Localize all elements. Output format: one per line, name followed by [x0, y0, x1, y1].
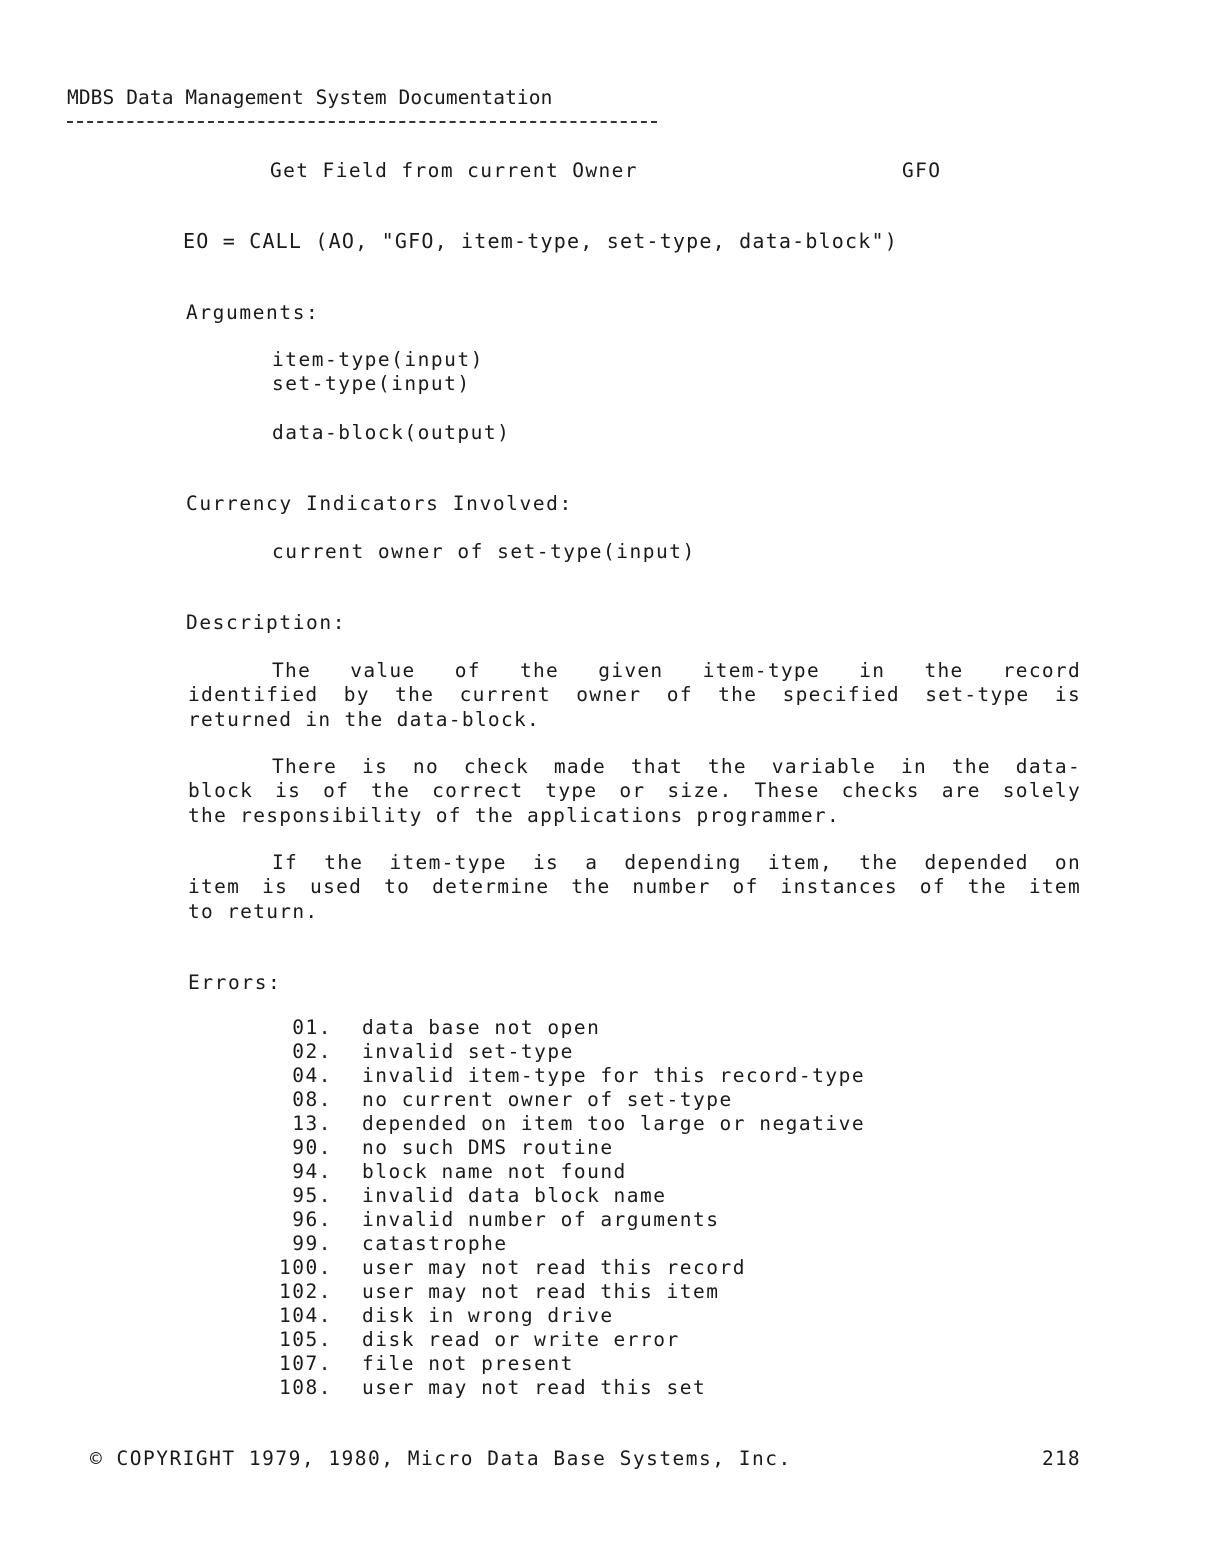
currency-indicators-label: Currency Indicators Involved:	[186, 492, 573, 515]
error-code: 104.	[279, 1304, 332, 1327]
error-message: user may not read this record	[362, 1256, 746, 1279]
copyright-notice: © COPYRIGHT 1979, 1980, Micro Data Base Systems, Inc.	[90, 1447, 792, 1470]
error-code: 13.	[292, 1112, 332, 1135]
error-message: user may not read this item	[362, 1280, 720, 1303]
description-label: Description:	[186, 611, 347, 634]
description-paragraph	[188, 755, 1081, 828]
error-row	[270, 1136, 865, 1160]
error-message: invalid number of arguments	[362, 1208, 720, 1231]
error-message: file not present	[362, 1352, 574, 1375]
error-message: no such DMS routine	[362, 1136, 614, 1159]
error-row	[270, 1304, 865, 1328]
document-header-title: MDBS Data Management System Documentation	[67, 86, 553, 109]
error-row	[270, 1112, 865, 1136]
errors-label: Errors:	[188, 971, 282, 994]
paragraph-line: item is used to determine the number of instances of the item	[188, 875, 1081, 899]
error-code: 08.	[292, 1088, 332, 1111]
paragraph-line: returned in the data-block.	[188, 707, 541, 731]
error-code: 102.	[279, 1280, 332, 1303]
error-row	[270, 1280, 865, 1304]
paragraph-line: to return.	[188, 899, 319, 923]
paragraph-line: identified by the current owner of the specified set-type is	[188, 683, 1081, 707]
argument-item-type: item-type(input)	[272, 348, 484, 371]
error-message: user may not read this set	[362, 1376, 707, 1399]
error-code: 107.	[279, 1352, 332, 1375]
description-paragraph	[188, 659, 1081, 732]
paragraph-line: If the item-type is a depending item, the depended on	[272, 851, 1081, 874]
error-message: data base not open	[362, 1016, 601, 1039]
error-code: 96.	[292, 1208, 332, 1231]
error-message: invalid set-type	[362, 1040, 574, 1063]
error-code: 108.	[279, 1376, 332, 1399]
error-message: invalid item-type for this record-type	[362, 1064, 866, 1087]
error-row	[270, 1160, 865, 1184]
error-message: no current owner of set-type	[362, 1088, 733, 1111]
currency-indicator-item: current owner of set-type(input)	[272, 540, 696, 563]
error-row	[270, 1040, 865, 1064]
error-message: invalid data block name	[362, 1184, 667, 1207]
error-message: block name not found	[362, 1160, 627, 1183]
error-code: 94.	[292, 1160, 332, 1183]
error-row	[270, 1352, 865, 1376]
error-row	[270, 1064, 865, 1088]
error-row	[270, 1376, 865, 1400]
argument-set-type: set-type(input)	[272, 372, 471, 395]
header-dashed-rule	[67, 121, 657, 123]
error-message: disk in wrong drive	[362, 1304, 614, 1327]
error-row	[270, 1328, 865, 1352]
error-row	[270, 1208, 865, 1232]
routine-title: Get Field from current Owner	[270, 159, 638, 182]
error-row	[270, 1232, 865, 1256]
argument-data-block: data-block(output)	[272, 421, 511, 444]
error-message: catastrophe	[362, 1232, 508, 1255]
description-paragraph	[188, 851, 1081, 924]
error-code: 95.	[292, 1184, 332, 1207]
call-syntax: EO = CALL (AO, "GFO, item-type, set-type, data-block")	[183, 229, 899, 253]
error-code: 100.	[279, 1256, 332, 1279]
error-list	[270, 1016, 865, 1400]
paragraph-line: There is no check made that the variable in the data-	[272, 755, 1081, 778]
arguments-label: Arguments:	[186, 301, 320, 324]
error-row	[270, 1088, 865, 1112]
routine-code: GFO	[902, 159, 942, 182]
error-code: 02.	[292, 1040, 332, 1063]
error-row	[270, 1016, 865, 1040]
error-row	[270, 1256, 865, 1280]
paragraph-line: The value of the given item-type in the record	[272, 659, 1081, 682]
error-code: 01.	[292, 1016, 332, 1039]
page-number: 218	[1042, 1447, 1081, 1470]
paragraph-line: the responsibility of the applications programmer.	[188, 803, 840, 827]
error-message: disk read or write error	[362, 1328, 680, 1351]
error-row	[270, 1184, 865, 1208]
paragraph-line: block is of the correct type or size. These checks are solely	[188, 779, 1081, 803]
error-code: 99.	[292, 1232, 332, 1255]
error-code: 04.	[292, 1064, 332, 1087]
error-message: depended on item too large or negative	[362, 1112, 866, 1135]
error-code: 90.	[292, 1136, 332, 1159]
error-code: 105.	[279, 1328, 332, 1351]
